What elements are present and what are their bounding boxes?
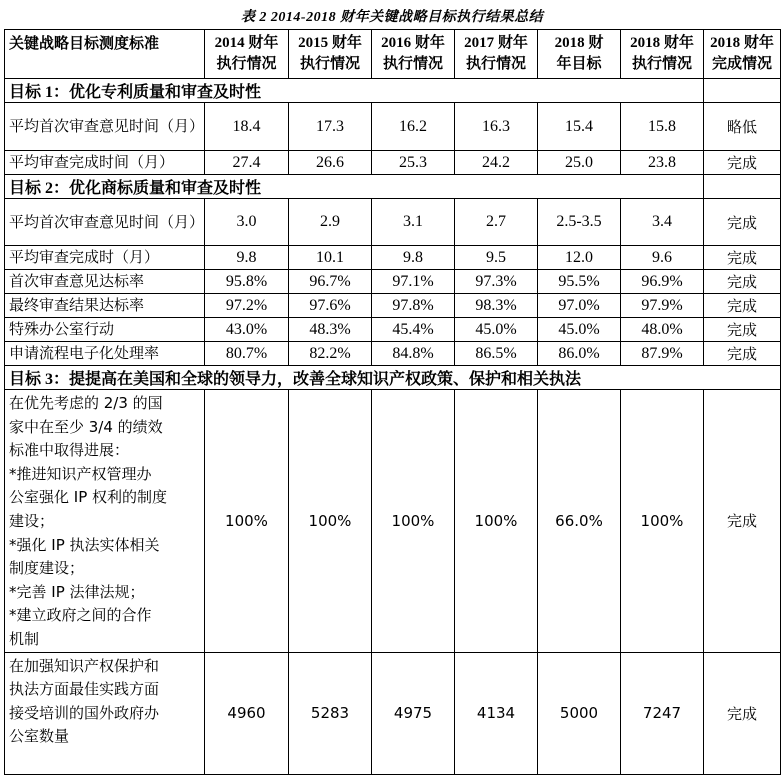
value-cell: 100% [372, 390, 455, 653]
value-cell: 100% [621, 390, 704, 653]
value-cell: 45.4% [372, 318, 455, 342]
metric-label: 最终审查结果达标率 [5, 294, 205, 318]
goal-2-row [5, 175, 781, 199]
value-cell: 3.0 [205, 199, 289, 246]
value-cell: 84.8% [372, 342, 455, 366]
status-cell: 完成 [704, 246, 781, 270]
header-fy2017: 2017 财年 执行情况 [455, 30, 538, 79]
value-cell: 2.5-3.5 [538, 199, 621, 246]
table-caption: 表 2 2014-2018 财年关键战略目标执行结果总结 [240, 10, 544, 25]
value-cell: 80.7% [205, 342, 289, 366]
metric-label: 平均审查完成时间（月） [5, 151, 205, 175]
value-cell: 17.3 [289, 103, 372, 151]
status-cell: 完成 [704, 390, 781, 653]
value-cell: 100% [289, 390, 372, 653]
value-cell: 86.5% [455, 342, 538, 366]
value-cell: 97.1% [372, 270, 455, 294]
value-cell: 98.3% [455, 294, 538, 318]
value-cell: 97.3% [455, 270, 538, 294]
table-row [5, 103, 781, 151]
value-cell: 86.0% [538, 342, 621, 366]
header-fy2018-status: 2018 财年 完成情况 [704, 30, 781, 79]
header-fy2018-actual: 2018 财年 执行情况 [621, 30, 704, 79]
value-cell: 26.6 [289, 151, 372, 175]
table-row [5, 318, 781, 342]
value-cell: 97.2% [205, 294, 289, 318]
value-cell: 3.1 [372, 199, 455, 246]
header-fy2018-target: 2018 财 年目标 [538, 30, 621, 79]
value-cell: 9.6 [621, 246, 704, 270]
value-cell: 96.7% [289, 270, 372, 294]
status-cell: 完成 [704, 270, 781, 294]
value-cell: 4134 [455, 652, 538, 774]
value-cell: 15.8 [621, 103, 704, 151]
metric-label: 特殊办公室行动 [5, 318, 205, 342]
value-cell: 100% [205, 390, 289, 653]
metric-label: 平均审查完成时（月） [5, 246, 205, 270]
value-cell: 4960 [205, 652, 289, 774]
header-fy2016: 2016 财年 执行情况 [372, 30, 455, 79]
value-cell: 10.1 [289, 246, 372, 270]
value-cell: 66.0% [538, 390, 621, 653]
value-cell: 96.9% [621, 270, 704, 294]
table-row [5, 294, 781, 318]
value-cell: 7247 [621, 652, 704, 774]
metric-label: 申请流程电子化处理率 [5, 342, 205, 366]
value-cell: 4975 [372, 652, 455, 774]
status-cell: 完成 [704, 294, 781, 318]
table-row [5, 390, 781, 653]
value-cell: 25.3 [372, 151, 455, 175]
table-row [5, 199, 781, 246]
header-fy2015: 2015 财年 执行情况 [289, 30, 372, 79]
strategic-goals-table [4, 29, 781, 775]
goal-1-title: 目标 1：优化专利质量和审查及时性 [5, 79, 704, 103]
value-cell: 45.0% [538, 318, 621, 342]
value-cell: 82.2% [289, 342, 372, 366]
status-cell: 完成 [704, 151, 781, 175]
value-cell: 25.0 [538, 151, 621, 175]
value-cell: 45.0% [455, 318, 538, 342]
goal-3-title: 目标 3：提提高在美国和全球的领导力，改善全球知识产权政策、保护和相关执法 [5, 366, 781, 390]
value-cell: 16.2 [372, 103, 455, 151]
value-cell: 3.4 [621, 199, 704, 246]
goal-2-title: 目标 2：优化商标质量和审查及时性 [5, 175, 704, 199]
status-cell: 完成 [704, 652, 781, 774]
header-fy2014: 2014 财年 执行情况 [205, 30, 289, 79]
value-cell: 2.7 [455, 199, 538, 246]
table-row [5, 246, 781, 270]
value-cell: 95.5% [538, 270, 621, 294]
table-row [5, 342, 781, 366]
header-row [5, 30, 781, 79]
value-cell: 5283 [289, 652, 372, 774]
status-cell: 完成 [704, 318, 781, 342]
value-cell: 27.4 [205, 151, 289, 175]
value-cell: 97.8% [372, 294, 455, 318]
value-cell: 9.5 [455, 246, 538, 270]
goal-3-row [5, 366, 781, 390]
value-cell: 97.9% [621, 294, 704, 318]
value-cell: 24.2 [455, 151, 538, 175]
value-cell: 15.4 [538, 103, 621, 151]
value-cell: 87.9% [621, 342, 704, 366]
metric-label: 在优先考虑的 2/3 的国 家中在至少 3/4 的绩效 标准中取得进展： *推进知识产权管理办 公室强化 IP 权利的制度 建设； *强化 IP 执法实体相关 制度建设； *完善 IP 法律法规； *建立政府之间的合作 机制 [5, 390, 205, 653]
value-cell: 100% [455, 390, 538, 653]
value-cell: 48.0% [621, 318, 704, 342]
value-cell: 43.0% [205, 318, 289, 342]
status-cell: 完成 [704, 342, 781, 366]
table-row [5, 270, 781, 294]
table-row [5, 151, 781, 175]
status-cell: 完成 [704, 199, 781, 246]
header-metric: 关键战略目标测度标准 [5, 30, 205, 79]
metric-label: 平均首次审查意见时间（月） [5, 103, 205, 151]
value-cell: 18.4 [205, 103, 289, 151]
value-cell: 12.0 [538, 246, 621, 270]
value-cell: 16.3 [455, 103, 538, 151]
goal-1-row [5, 79, 781, 103]
value-cell: 9.8 [372, 246, 455, 270]
value-cell: 2.9 [289, 199, 372, 246]
metric-label: 首次审查意见达标率 [5, 270, 205, 294]
metric-label: 在加强知识产权保护和 执法方面最佳实践方面 接受培训的国外政府办 公室数量 [5, 652, 205, 774]
value-cell: 97.0% [538, 294, 621, 318]
status-cell: 略低 [704, 103, 781, 151]
value-cell: 23.8 [621, 151, 704, 175]
value-cell: 9.8 [205, 246, 289, 270]
value-cell: 48.3% [289, 318, 372, 342]
value-cell: 5000 [538, 652, 621, 774]
metric-label: 平均首次审查意见时间（月） [5, 199, 205, 246]
value-cell: 97.6% [289, 294, 372, 318]
value-cell: 95.8% [205, 270, 289, 294]
table-row [5, 652, 781, 774]
